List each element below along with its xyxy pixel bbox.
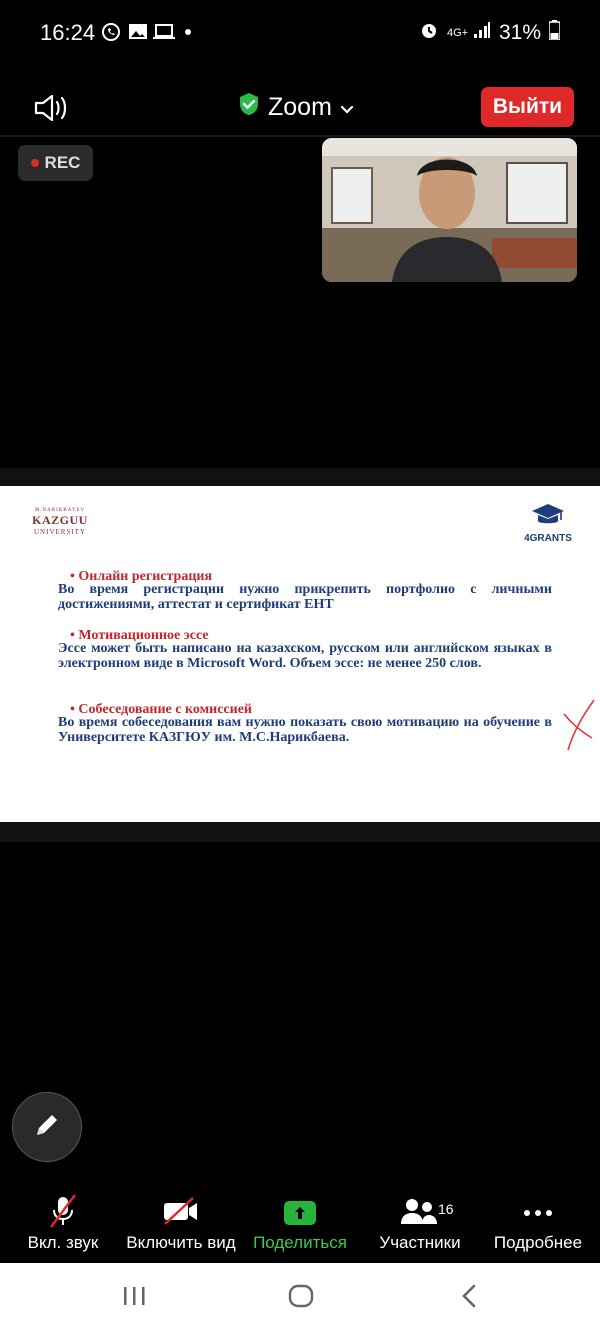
recording-label: REC — [44, 153, 81, 172]
laptop-icon — [153, 22, 175, 47]
share-label: Поделиться — [253, 1233, 347, 1252]
back-icon — [458, 1298, 480, 1315]
more-dots-icon — [523, 1204, 553, 1222]
unmute-label: Вкл. звук — [27, 1233, 99, 1252]
share-frame — [0, 468, 600, 486]
annotate-button[interactable] — [12, 1092, 82, 1162]
share-frame — [0, 822, 600, 842]
home-button[interactable] — [287, 1281, 315, 1316]
back-button[interactable] — [458, 1281, 480, 1316]
status-time: 16:24 — [40, 20, 96, 45]
participants-icon — [400, 1196, 440, 1231]
slide-heading-registration: • Онлайн регистрация — [70, 569, 213, 584]
microphone-muted-icon — [48, 1194, 78, 1233]
gallery-icon — [128, 22, 148, 47]
recent-apps-button[interactable] — [121, 1281, 147, 1316]
chevron-down-icon — [340, 93, 354, 122]
participants-label: Участники — [379, 1233, 461, 1252]
divider — [0, 135, 600, 137]
recording-badge[interactable] — [18, 145, 93, 181]
whatsapp-icon — [101, 22, 121, 47]
slide-text-registration: Во время регистрации нужно прикрепить портфолио с личными достижениями, аттестат и сертификат ЕНТ — [58, 582, 552, 612]
signal-icon — [473, 21, 491, 45]
slide-heading-essay: • Мотивационное эссе — [70, 628, 209, 643]
participants-count: 16 — [438, 1201, 454, 1217]
slide-text-essay: Эссе может быть написано на казахском, русском или английском языках в электронном виде в Microsoft Word. Объем эссе: не менее 250 слов. — [58, 641, 552, 671]
graduation-cap-icon — [531, 515, 565, 532]
slide-text-interview: Во время собеседования вам нужно показать свою мотивацию на обучение в Университете КАЗГЮУ им. М.С.Нарикбаева. — [58, 715, 552, 745]
unmute-button[interactable] — [18, 1193, 108, 1263]
kazguu-logo: M.NARIKBAYEV KAZGUU UNIVERSITY — [32, 508, 88, 536]
meeting-title[interactable] — [238, 92, 354, 123]
share-button[interactable] — [246, 1193, 354, 1263]
slide-heading-interview: • Собеседование с комиссией — [70, 702, 252, 717]
record-dot-icon — [31, 159, 39, 167]
more-button[interactable] — [486, 1193, 590, 1263]
recent-apps-icon — [121, 1298, 147, 1315]
battery-level: 31% — [498, 21, 541, 44]
video-off-icon — [161, 1196, 201, 1231]
status-bar — [0, 0, 600, 70]
meeting-title-label: Zoom — [268, 93, 332, 121]
annotation-mark — [560, 698, 596, 759]
shield-check-icon — [238, 92, 260, 123]
alarm-icon — [419, 20, 439, 46]
4grants-logo: 4GRANTS — [520, 502, 576, 544]
speaker-button[interactable] — [32, 92, 72, 124]
pencil-icon — [32, 1110, 62, 1145]
participants-button[interactable] — [370, 1193, 470, 1263]
dot-icon — [185, 29, 191, 35]
network-type: 4G+ — [446, 27, 469, 39]
start-video-label: Включить вид — [126, 1233, 236, 1252]
battery-icon — [549, 20, 560, 46]
more-label: Подробнее — [493, 1233, 583, 1252]
home-icon — [287, 1298, 315, 1315]
participant-video-thumbnail[interactable] — [322, 138, 577, 282]
speaker-icon — [32, 111, 72, 128]
leave-button[interactable]: Выйти — [481, 87, 574, 127]
start-video-button[interactable] — [118, 1193, 244, 1263]
share-arrow-icon — [284, 1201, 316, 1225]
system-nav-bar — [0, 1263, 600, 1333]
meeting-toolbar — [0, 1193, 600, 1263]
